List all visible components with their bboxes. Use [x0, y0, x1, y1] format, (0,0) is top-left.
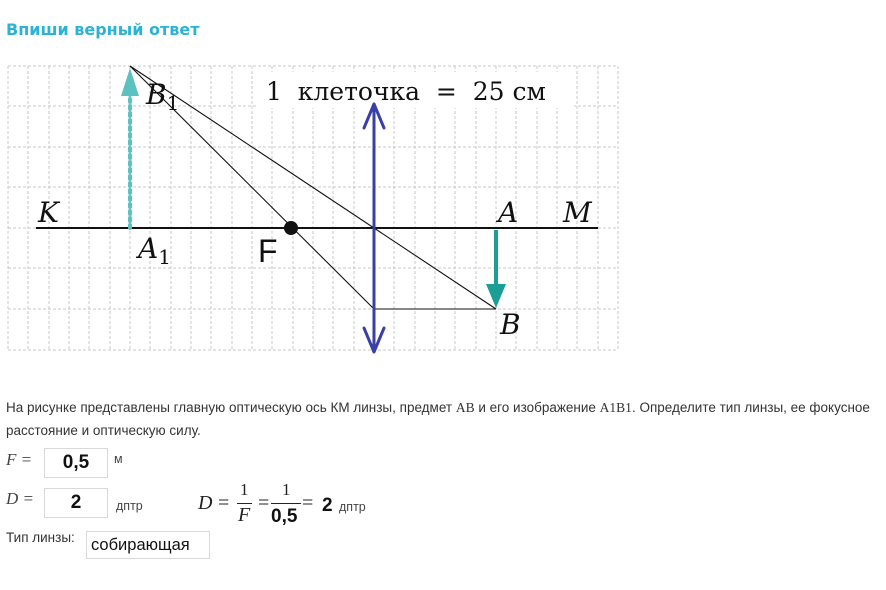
d-unit: дптр [116, 499, 143, 513]
image-arrow [121, 68, 139, 228]
label-F: F [258, 233, 278, 269]
focal-length-input[interactable]: 0,5 [44, 448, 108, 478]
formula-frac2-num: 1 [282, 480, 291, 499]
label-M: M [563, 196, 592, 229]
scale-label: 1 клеточка = 25 см [266, 77, 546, 106]
formula-eq1: = [218, 492, 230, 514]
problem-text-2: и его изображение [474, 400, 600, 415]
problem-text-3: . Определите тип линзы, ее фокусное расстояние и оптическую силу. [6, 400, 870, 438]
problem-text-AB: AB [455, 400, 475, 415]
d-label: D = [6, 489, 34, 508]
formula-frac1-den: F [238, 504, 251, 526]
lens-type-select[interactable]: собирающая [86, 531, 210, 559]
problem-text-1: На рисунке представлены главную оптическую ось КМ линзы, предмет [6, 400, 456, 415]
f-unit: м [114, 452, 123, 466]
label-A: A [498, 196, 519, 229]
formula-d: D [198, 492, 213, 514]
optical-power-input[interactable]: 2 [44, 488, 108, 518]
label-B1 [145, 78, 179, 115]
formula-eq3: = [302, 492, 314, 514]
problem-text-A1B1: A1B1 [599, 400, 632, 415]
problem-statement [6, 396, 882, 442]
label-B1-sub: 1 [166, 91, 180, 115]
formula-eq2: = [258, 492, 270, 514]
formula-frac2-bar [271, 503, 301, 504]
label-B: B [500, 308, 521, 341]
f-label: F = [6, 450, 33, 469]
formula-frac1-num: 1 [240, 480, 249, 499]
formula-unit: дптр [339, 500, 366, 514]
formula-result: 2 [322, 495, 333, 516]
lens-type-label: Тип линзы: [6, 530, 75, 545]
grid [8, 66, 618, 350]
object-arrow [486, 230, 506, 308]
formula-frac2-den: 0,5 [271, 506, 298, 527]
label-A1-sub: 1 [158, 245, 171, 269]
focus-point [284, 221, 298, 235]
label-A1 [135, 232, 171, 269]
label-B1-letter: B [146, 78, 167, 111]
page-title: Впиши верный ответ [6, 20, 200, 39]
label-K: K [38, 196, 59, 229]
label-A1-letter: A [138, 232, 159, 265]
